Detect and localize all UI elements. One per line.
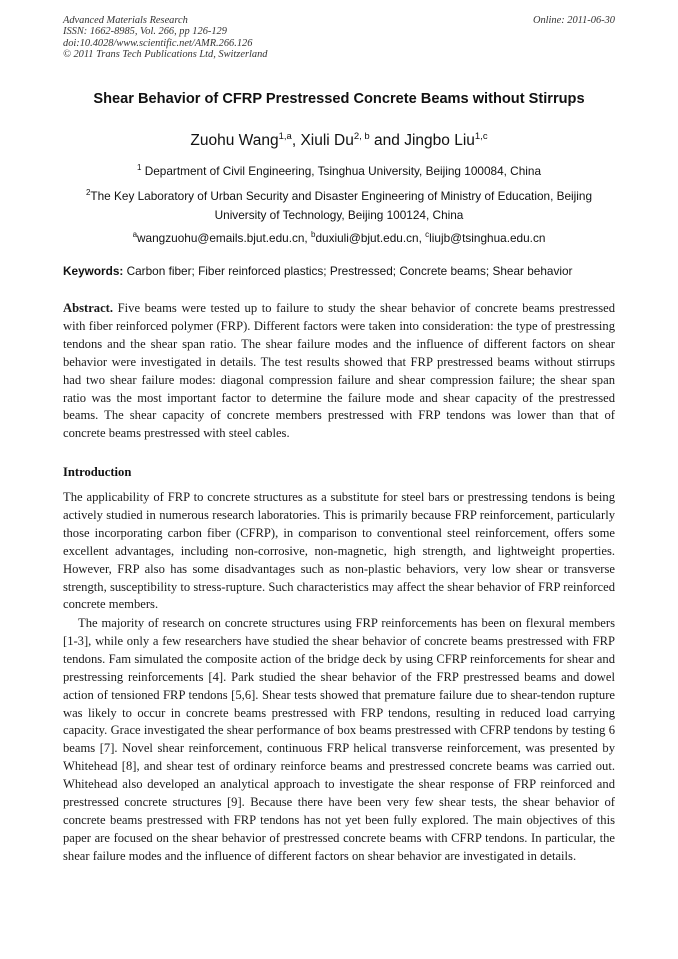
author-superscript: 1,a	[278, 131, 292, 142]
affiliation-text: The Key Laboratory of Urban Security and Disaster Engineering of Ministry of Education, Beijing University of Technology, Beijing 100124, China	[90, 189, 593, 222]
keywords-label: Keywords:	[63, 264, 124, 278]
abstract-label: Abstract.	[63, 301, 114, 315]
author-superscript: 2, b	[353, 131, 370, 142]
email-link[interactable]: duxiuli@bjut.edu.cn,	[315, 231, 422, 245]
affiliation-text: Department of Civil Engineering, Tsinghua University, Beijing 100084, China	[144, 164, 542, 178]
online-date: Online: 2011-06-30	[532, 15, 615, 26]
journal-name: Advanced Materials Research	[63, 15, 188, 26]
section-heading-introduction: Introduction	[63, 465, 132, 479]
keywords-text: Carbon fiber; Fiber reinforced plastics; Prestressed; Concrete beams; Shear behavior	[126, 264, 573, 278]
paper-title: Shear Behavior of CFRP Prestressed Concrete Beams without Stirrups	[93, 91, 585, 107]
introduction-paragraph-1: The applicability of FRP to concrete structures as a substitute for steel bars or prestressing tendons is being actively studied in numerous research laboratories. This is primarily because FRP reinforcement, particularly those incorporating carbon fiber (CFRP), in comparison to conventional steel reinforcement, offers some excellent advantages, including non-corrosive, non-magnetic, high strength, and lightweight properties. However, FRP also has some disadvantages such as non-plastic behaviors, very low shear or transverse strength, susceptibility to stress-rupture. Such characteristics may affect the shear behavior of FRP reinforced concrete members.	[63, 490, 615, 612]
introduction-paragraph-2: The majority of research on concrete structures using FRP reinforcements has been on flexural members [1-3], while only a few researchers have studied the shear behavior of concrete beams prestressed with FRP tendons. Fam simulated the composite action of the bridge deck by using CFRP reinforcements for shear and prestressing reinforcements [4]. Park studied the shear behavior of the FRP prestressed beams and dowel action of tensioned FRP tendons [5,6]. Shear tests showed that premature failure due to shear-tendon rupture was likely to occur in concrete beams prestressed with FRP tendons, resulting in reduced load carrying capacity. Grace investigated the shear performance of box beams prestressed with CFRP tendons by testing 6 beams [7]. Novel shear reinforcement, continuous FRP helical transverse reinforcement, was presented by Whitehead [8], and shear test of ordinary reinforce beams and prestressed concrete beams was carried out. Whitehead also developed an analytical approach to investigate the shear response of FRP reinforced and prestressed concrete structures [9]. Because there have been very few shear tests, the shear behavior of concrete beams prestressed with FRP tendons has not yet been fully explored. The main objectives of this paper are focused on the shear behavior of prestressed concrete beams with CFRP tendons. In particular, the shear failure modes and the influence of different factors on shear behavior are investigated in details.	[63, 616, 615, 863]
email-link[interactable]: wangzuohu@emails.bjut.edu.cn,	[137, 231, 308, 245]
email-mark: c	[425, 230, 430, 239]
affiliation-mark: 1	[136, 163, 142, 172]
email-mark: a	[132, 230, 138, 239]
email-mark: b	[311, 230, 316, 239]
abstract-paragraph	[63, 300, 615, 443]
copyright-line: © 2011 Trans Tech Publications Ltd, Switzerland	[63, 49, 268, 61]
abstract-text: Five beams were tested up to failure to study the shear behavior of concrete beams prestressed with fiber reinforced polymer (FRP). Different factors were taken into consideration: the type of prestressing tendons and the shear span ratio. The shear failure modes and the influence of different factors on shear behavior were investigated in details. The test results showed that FRP prestressed beams without stirrups had two shear failure modes: diagonal compression failure and shear compression failure; the shear span ratio was the most important factor to determine the failure mode and shear capacity of the prestressed beams. The shear capacity of concrete members prestressed with FRP tendons was lower than that of concrete beams prestressed with steel cables.	[63, 301, 615, 441]
author-emails	[60, 225, 618, 248]
keywords-line	[63, 264, 623, 278]
author-superscript: 1,c	[474, 131, 488, 142]
author-name: Xiuli Du	[300, 132, 354, 149]
email-link[interactable]: liujb@tsinghua.edu.cn	[429, 231, 546, 245]
journal-header	[63, 15, 615, 61]
affiliation-2	[60, 183, 618, 225]
affiliation-1	[60, 158, 618, 181]
author-name: Zuohu Wang	[190, 132, 279, 149]
issn-line: ISSN: 1662-8985, Vol. 266, pp 126-129	[63, 26, 227, 38]
affiliation-mark: 2	[85, 188, 91, 197]
author-conjunction: and	[374, 132, 400, 149]
author-list: Zuohu Wang$^{1,a}$, Xiuli Du$^{2, b}$ and Jingbo Liu$^{1,c}$	[190, 131, 488, 149]
doi-line: doi:10.4028/www.scientific.net/AMR.266.126	[63, 37, 253, 49]
author-name: Jingbo Liu	[404, 132, 475, 149]
